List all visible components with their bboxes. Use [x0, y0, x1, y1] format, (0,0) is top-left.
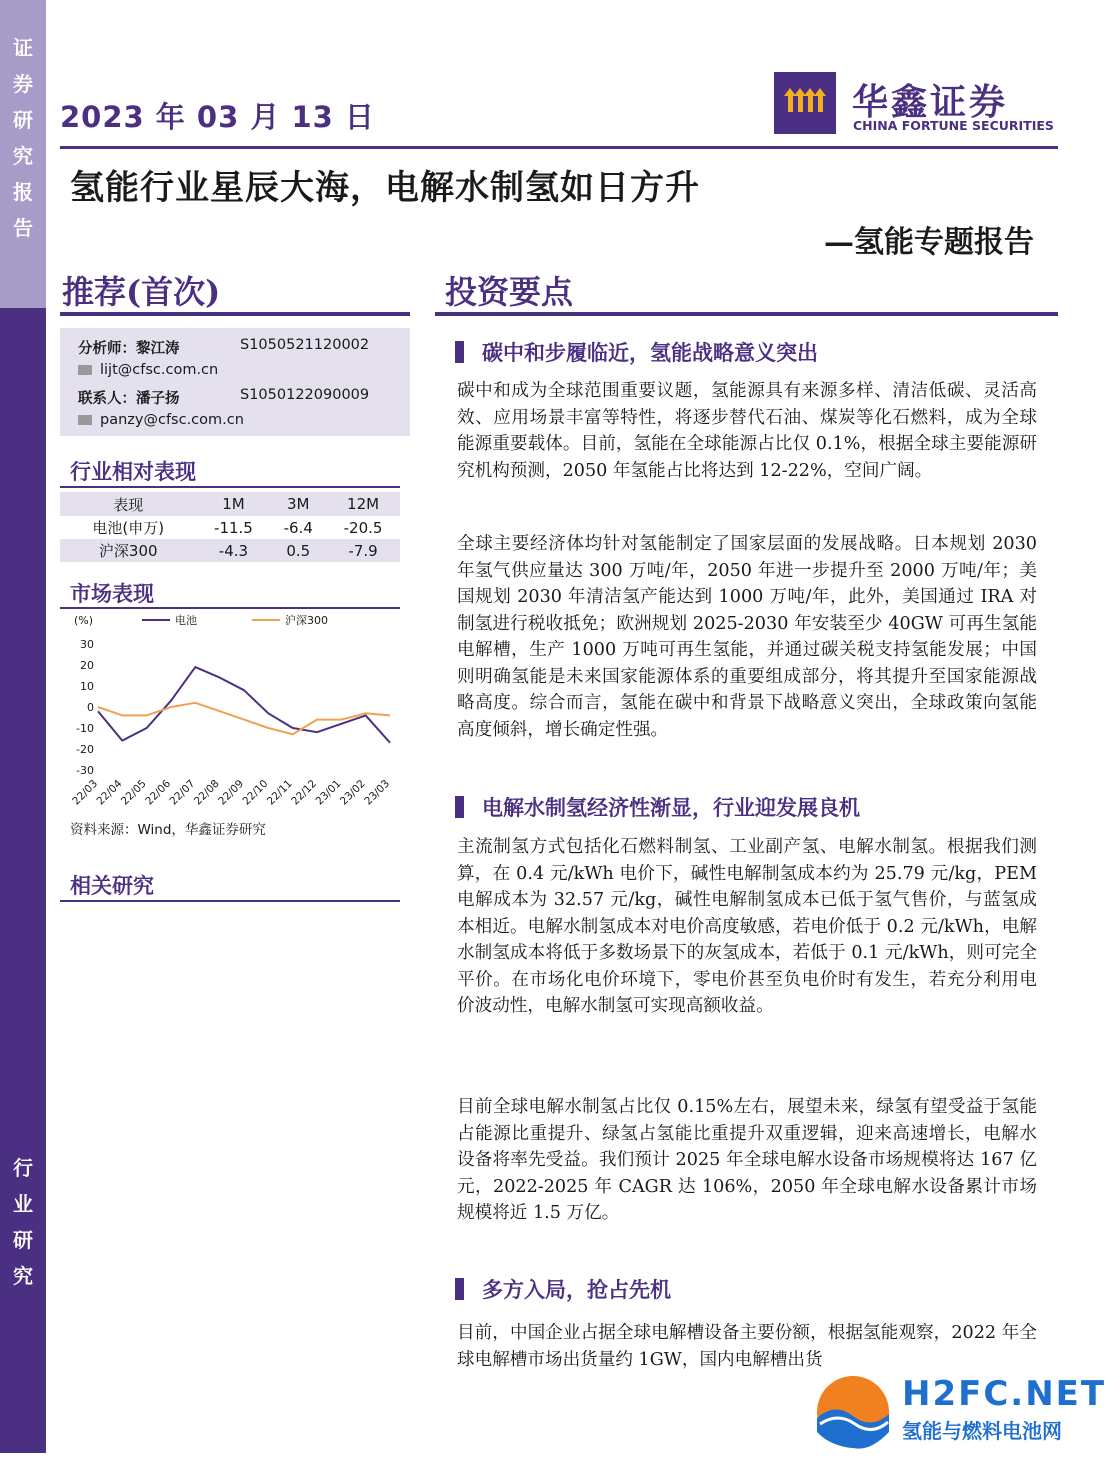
x-tick-label: 22/03	[70, 777, 101, 808]
performance-table	[60, 492, 400, 562]
paragraph: 主流制氢方式包括化石燃料制氢、工业副产氢、电解水制氢。根据我们测算，在 0.4 元/kWh 电价下，碱性电解制氢成本约为 25.79 元/kg，PEM 电解成本为 32.57 元/kg，碱性电解制氢成本已低于氢气售价，与蓝氢成本相近。电解水制氢成本对电价高度敏感，若电价低于 0.2 元/kWh，电解水制氢成本将低于多数场景下的灰氢成本，若低于 0.1 元/kWh，则可完全平价。在市场化电价环境下，零电价甚至负电价时有发生，若充分利用电价波动性，电解水制氢可实现高额收益。	[457, 837, 1037, 1016]
related-research-divider	[60, 900, 400, 902]
watermark-text-en: H2FC.NET	[902, 1374, 1106, 1414]
legend-label: 电池	[175, 614, 197, 627]
table-header: 1M	[197, 492, 271, 516]
y-tick-label: 0	[87, 701, 94, 714]
x-tick-label: 22/08	[191, 777, 222, 808]
logo-text-en: CHINA FORTUNE SECURITIES	[853, 118, 1054, 133]
section-title: 电解水制氢经济性渐显，行业迎发展良机	[455, 792, 860, 822]
company-logo	[774, 72, 1074, 138]
report-date: 2023 年 03 月 13 日	[60, 100, 375, 134]
logo-mark-icon	[774, 72, 836, 134]
x-tick-label: 22/10	[240, 777, 271, 808]
contact-email[interactable]: panzy@cfsc.com.cn	[100, 412, 244, 428]
watermark-logo-icon	[810, 1372, 896, 1453]
table-header: 表现	[60, 492, 197, 516]
y-tick-label: 20	[80, 659, 94, 672]
contact-row: 联系人：潘子扬 S1050122090009	[78, 387, 370, 407]
y-tick-label: -30	[76, 764, 94, 777]
y-axis-label: (%)	[74, 614, 94, 627]
watermark-text-cn: 氢能与燃料电池网	[902, 1419, 1062, 1443]
x-tick-label: 22/04	[94, 777, 125, 808]
table-header: 12M	[326, 492, 400, 516]
rating: 推荐(首次)	[62, 273, 221, 311]
investment-highlights-heading: 投资要点	[445, 273, 574, 311]
paragraph: 目前，中国企业占据全球电解槽设备主要份额，根据氢能观察，2022 年全球电解槽市场出货量约 1GW，国内电解槽出货	[457, 1323, 1037, 1370]
section-bar-icon	[455, 341, 464, 363]
sidebar-label-report: 证 券 研 究 报 告	[13, 36, 33, 240]
rating-divider	[60, 312, 410, 316]
header-divider	[60, 146, 1058, 149]
logo-text-cn: 华鑫证券	[852, 82, 1009, 123]
x-tick-label: 22/09	[216, 777, 247, 808]
related-research-heading: 相关研究	[70, 873, 154, 898]
sidebar-label-industry: 行 业 研 究	[13, 1156, 33, 1288]
x-tick-label: 22/12	[289, 777, 320, 808]
table-row: 电池(申万) -11.5 -6.4 -20.5	[92, 518, 383, 537]
table-header: 3M	[270, 492, 326, 516]
section-bar-icon	[455, 1278, 464, 1300]
x-tick-label: 22/11	[264, 777, 295, 808]
legend-label: 沪深300	[285, 614, 328, 627]
section-title: 碳中和步履临近，氢能战略意义突出	[455, 337, 818, 367]
x-tick-label: 23/03	[362, 777, 393, 808]
x-tick-label: 23/01	[313, 777, 344, 808]
market-performance-chart	[60, 608, 400, 818]
paragraph: 目前全球电解水制氢占比仅 0.15%左右，展望未来，绿氢有望受益于氢能占能源比重提升、绿氢占氢能比重提升双重逻辑，迎来高速增长，电解水设备将率先受益。我们预计 2025 年全球电解水设备市场规模将达 167 亿元，2022-2025 年 CAGR 达 106%，2050 年全球电解水设备累计市场规模将近 1.5 万亿。	[457, 1097, 1037, 1223]
contact-email-row	[78, 412, 244, 428]
paragraph: 全球主要经济体均针对氢能制定了国家层面的发展战略。日本规划 2030 年氢气供应量达 300 万吨/年，2050 年进一步提升至 2000 万吨/年；美国规划 2030 年清洁氢产能达到 1000 万吨/年，此外，美国通过 IRA 对制氢进行税收抵免；欧洲规划 2025-2030 年安装至少 40GW 可再生氢能电解槽，生产 1000 万吨可再生氢能，并通过碳关税支持氢能发展；中国则明确氢能是未来国家能源体系的重要组成部分，将其提升至国家能源战略高度。综合而言，氢能在碳中和背景下战略意义突出，全球政策向氢能高度倾斜，增长确定性强。	[457, 534, 1037, 740]
industry-performance-heading: 行业相对表现	[70, 459, 196, 484]
report-subtitle: —氢能专题报告	[824, 225, 1034, 260]
analyst-email[interactable]: lijt@cfsc.com.cn	[100, 362, 219, 378]
y-tick-label: 30	[80, 638, 94, 651]
analyst-email-row	[78, 362, 218, 378]
watermark	[810, 1372, 1106, 1453]
email-icon	[78, 365, 92, 375]
paragraph: 碳中和成为全球范围重要议题，氢能源具有来源多样、清洁低碳、灵活高效、应用场景丰富等特性，将逐步替代石油、煤炭等化石燃料，成为全球能源重要载体。目前，氢能在全球能源占比仅 0.1%，根据全球主要能源研究机构预测，2050 年氢能占比将达到 12-22%，空间广阔。	[457, 381, 1037, 481]
x-tick-label: 22/07	[167, 777, 198, 808]
market-performance-heading: 市场表现	[70, 581, 154, 606]
x-tick-label: 22/05	[118, 777, 149, 808]
section-bar-icon	[455, 796, 464, 818]
email-icon	[78, 415, 92, 425]
report-title: 氢能行业星辰大海，电解水制氢如日方升	[70, 168, 700, 208]
y-tick-label: -20	[76, 743, 94, 756]
industry-performance-divider	[60, 486, 400, 488]
y-tick-label: -10	[76, 722, 94, 735]
x-tick-label: 23/02	[337, 777, 368, 808]
series-line	[98, 667, 390, 743]
analyst-box	[60, 328, 410, 436]
section-title: 多方入局，抢占先机	[455, 1274, 671, 1304]
table-row: 沪深300 -4.3 0.5 -7.9	[60, 539, 400, 562]
investment-highlights-divider	[435, 312, 1058, 316]
y-tick-label: 10	[80, 680, 94, 693]
x-tick-label: 22/06	[143, 777, 174, 808]
analyst-row: 分析师：黎江涛 S1050521120002	[78, 337, 370, 357]
chart-source: 资料来源：Wind，华鑫证券研究	[70, 822, 266, 838]
